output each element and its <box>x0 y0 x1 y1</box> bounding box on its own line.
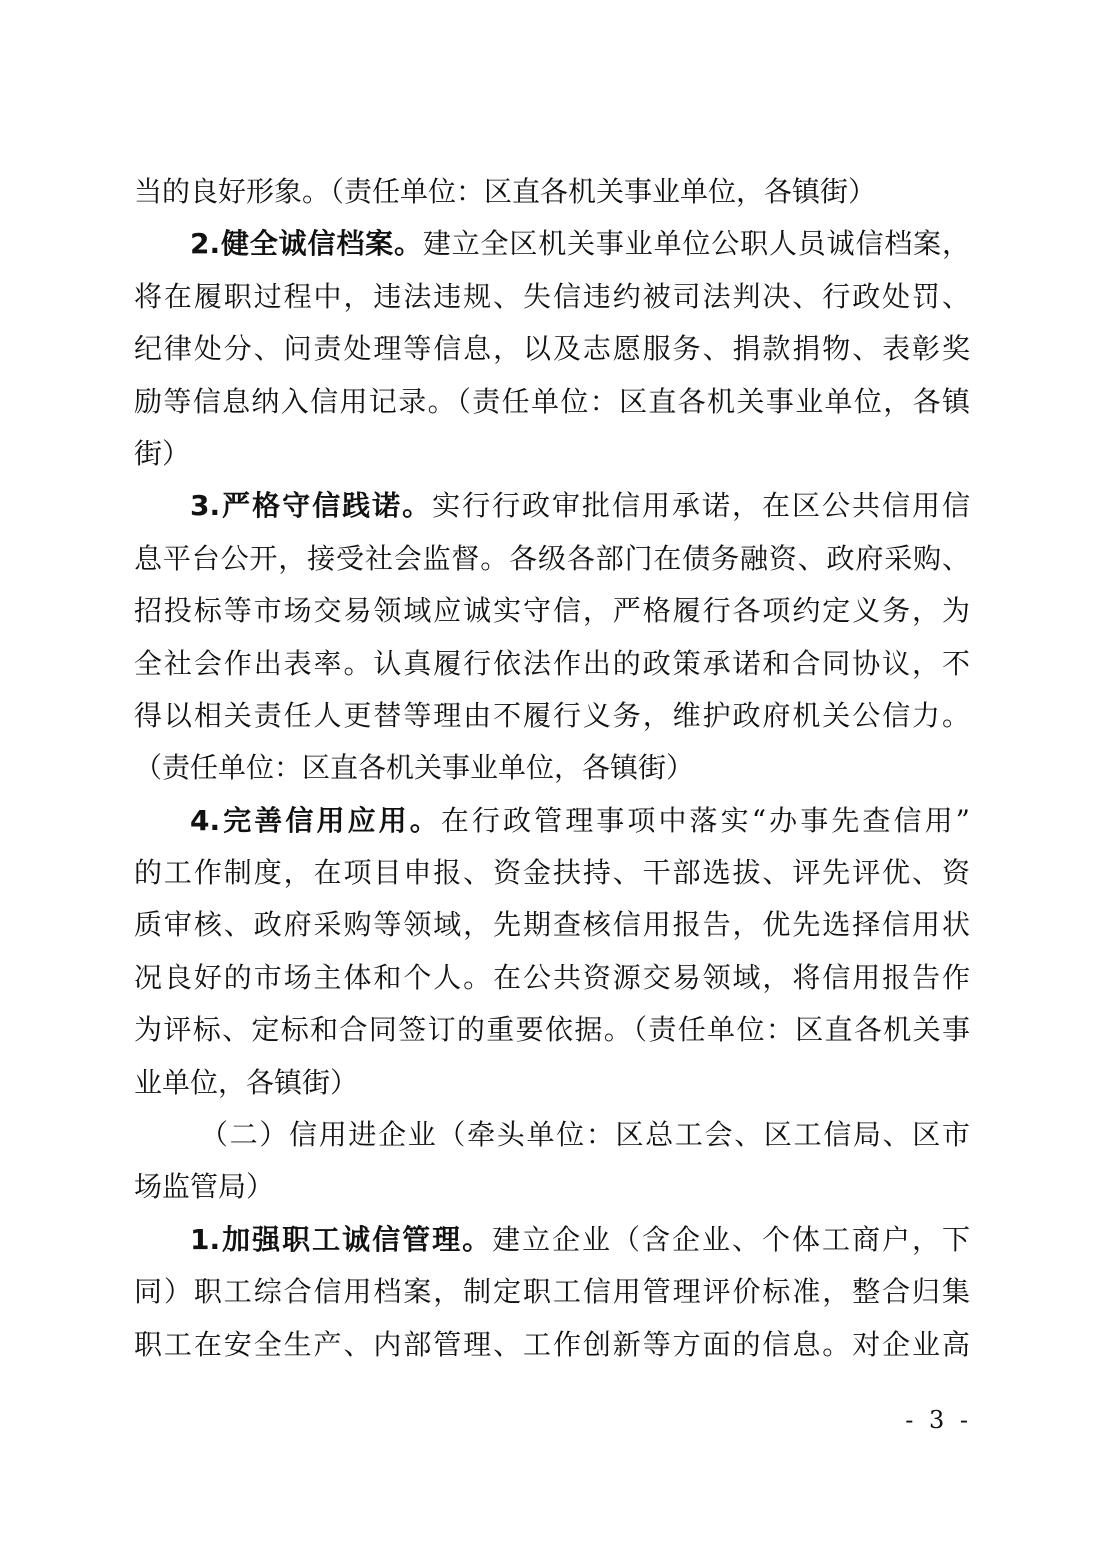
text-run: 质审核、政府采购等领域，先期查核信用报告，优先选择信用状 <box>134 908 970 942</box>
text-line <box>134 480 970 532</box>
text-line <box>134 1214 970 1266</box>
text-run: 当的良好形象。（责任单位：区直各机关事业单位，各镇街） <box>134 175 877 208</box>
text-line <box>134 533 970 585</box>
text-line <box>134 166 970 218</box>
document-body <box>134 166 970 1371</box>
text-run: 场监管局） <box>134 1170 275 1204</box>
text-line <box>134 899 970 951</box>
text-run: 在行政管理事项中落实“办事先查信用” <box>440 803 970 837</box>
item-heading: 1.加强职工诚信管理。 <box>190 1222 493 1256</box>
page-number: - 3 - <box>905 1406 972 1434</box>
text-run: 得以相关责任人更替等理由不履行义务，维护政府机关公信力。 <box>134 698 970 732</box>
text-line <box>134 847 970 899</box>
text-run: 建立全区机关事业单位公职人员诚信档案， <box>422 227 970 261</box>
text-line <box>134 795 970 847</box>
text-run: （二）信用进企业（牵头单位：区总工会、区工信局、区市 <box>200 1118 970 1152</box>
text-run: 全社会作出表率。认真履行依法作出的政策承诺和合同协议，不 <box>134 646 970 680</box>
text-run: 业单位，各镇街） <box>134 1065 359 1099</box>
text-run: 的工作制度，在项目申报、资金扶持、干部选拔、评先评优、资 <box>134 856 970 890</box>
text-line <box>134 1109 970 1161</box>
text-run: 职工在安全生产、内部管理、工作创新等方面的信息。对企业高 <box>134 1327 970 1361</box>
text-run: 招投标等市场交易领域应诚实守信，严格履行各项约定义务，为 <box>134 594 970 628</box>
text-line <box>134 1161 970 1213</box>
text-run: 街） <box>134 436 191 470</box>
text-line <box>134 952 970 1004</box>
text-run: 为评标、定标和合同签订的重要依据。（责任单位：区直各机关事 <box>134 1013 970 1047</box>
text-line <box>134 218 970 270</box>
text-line <box>134 1004 970 1056</box>
text-line <box>134 323 970 375</box>
text-run: 纪律处分、问责处理等信息，以及志愿服务、捐款捐物、表彰奖 <box>134 332 970 366</box>
item-heading: 4.完善信用应用。 <box>190 803 441 837</box>
text-run: 建立企业（含企业、个体工商户，下 <box>492 1222 970 1256</box>
item-heading: 3.严格守信践诺。 <box>190 489 433 523</box>
text-run: 息平台公开，接受社会监督。各级各部门在债务融资、政府采购、 <box>134 541 970 575</box>
text-line <box>134 1057 970 1109</box>
text-line <box>134 690 970 742</box>
text-run: 实行行政审批信用承诺，在区公共信用信 <box>432 489 970 523</box>
text-run: 同）职工综合信用档案，制定职工信用管理评价标准，整合归集 <box>134 1275 970 1309</box>
text-line <box>134 376 970 428</box>
text-line <box>134 638 970 690</box>
text-line <box>134 428 970 480</box>
text-run: （责任单位：区直各机关事业单位，各镇街） <box>134 751 695 785</box>
text-line <box>134 585 970 637</box>
text-run: 将在履职过程中，违法违规、失信违约被司法判决、行政处罚、 <box>134 279 970 313</box>
text-line <box>134 1266 970 1318</box>
text-line <box>134 271 970 323</box>
text-run: 励等信息纳入信用记录。（责任单位：区直各机关事业单位，各镇 <box>134 384 970 418</box>
text-line <box>134 1319 970 1371</box>
text-run: 况良好的市场主体和个人。在公共资源交易领域，将信用报告作 <box>134 960 970 994</box>
item-heading: 2.健全诚信档案。 <box>190 227 423 261</box>
text-line <box>134 742 970 794</box>
